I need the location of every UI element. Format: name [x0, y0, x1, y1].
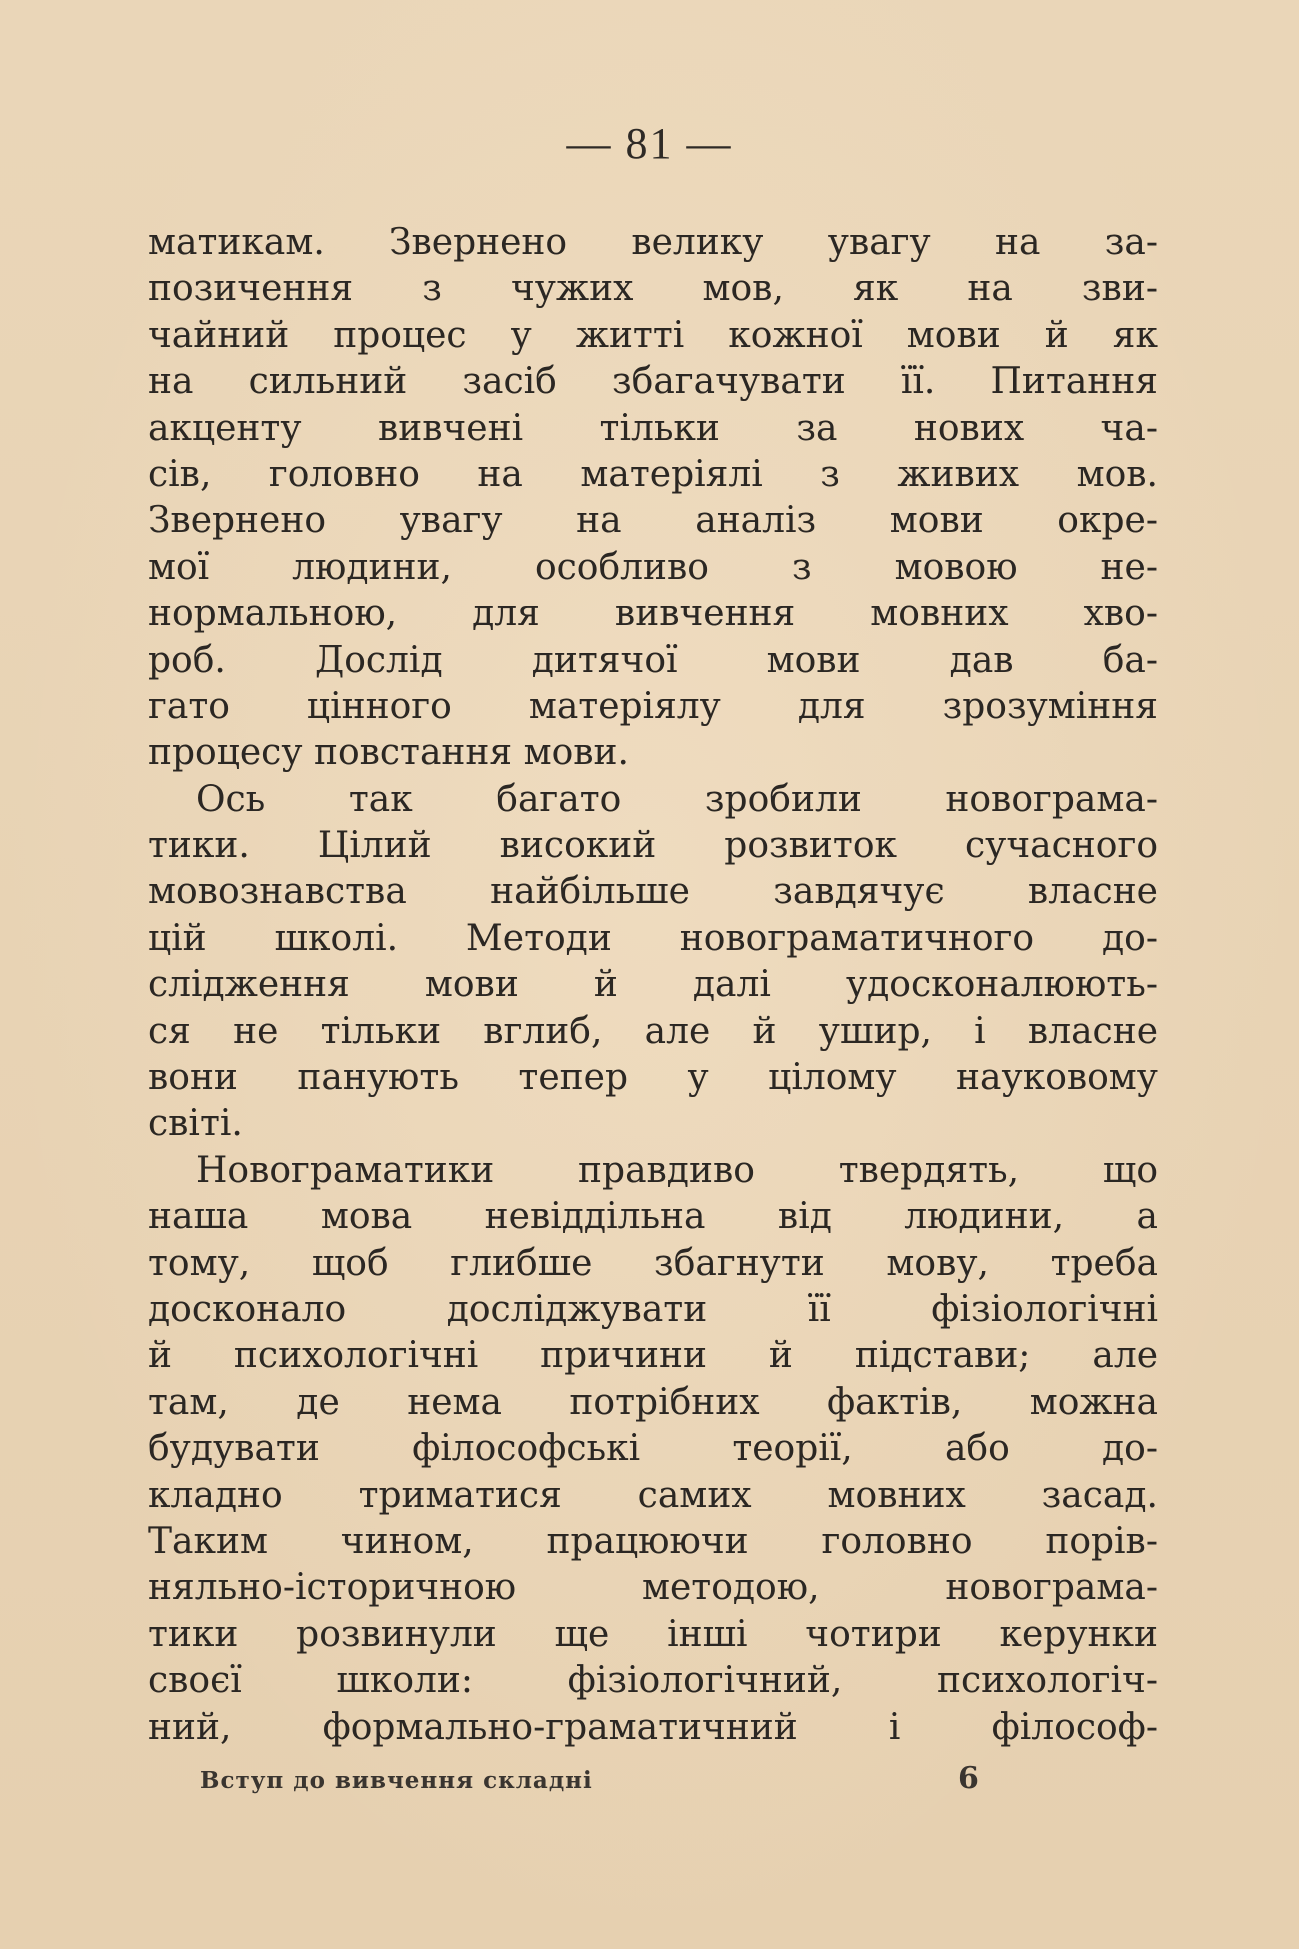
- text-line: вони панують тепер у цілому науковому: [148, 1057, 1158, 1099]
- text-line: Звернено увагу на аналіз мови окре-: [148, 500, 1158, 542]
- text-line: Новограматики правдиво твердять, що: [196, 1149, 1158, 1191]
- text-line: Таким чином, працюючи головно порів-: [148, 1520, 1158, 1562]
- text-line: досконало досліджувати її фізіологічні: [148, 1288, 1158, 1330]
- text-line: позичення з чужих мов, як на зви-: [148, 268, 1158, 310]
- footer-book-title: Вступ до вивчення складні: [200, 1767, 593, 1794]
- text-line: ся не тільки вглиб, але й ушир, і власне: [148, 1010, 1158, 1052]
- text-line: няльно-історичною методою, новограма-: [148, 1567, 1158, 1609]
- text-line: сів, головно на матеріялі з живих мов.: [148, 453, 1158, 495]
- text-line: мовознавства найбільше завдячує власне: [148, 871, 1158, 913]
- text-line: чайний процес у житті кожної мови й як: [148, 314, 1158, 356]
- text-line: ний, формально-граматичний і філософ-: [148, 1706, 1158, 1748]
- text-line: тики розвинули ще інші чотири керунки: [148, 1613, 1158, 1655]
- text-line: гато цінного матеріялу для зрозуміння: [148, 685, 1158, 727]
- text-line: нормальною, для вивчення мовних хво-: [148, 593, 1158, 635]
- text-line: слідження мови й далі удосконалюють-: [148, 964, 1158, 1006]
- text-line: наша мова невіддільна від людини, а: [148, 1196, 1158, 1238]
- footer-signature-mark: 6: [958, 1761, 979, 1796]
- text-line: будувати філософські теорії, або до-: [148, 1428, 1158, 1470]
- text-line: акценту вивчені тільки за нових ча-: [148, 407, 1158, 449]
- text-line: процесу повстання мови.: [148, 732, 629, 774]
- text-line: матикам. Звернено велику увагу на за-: [148, 222, 1158, 263]
- text-line: світі.: [148, 1103, 243, 1145]
- text-line: кладно триматися самих мовних засад.: [148, 1474, 1158, 1516]
- text-line: на сильний засіб збагачувати її. Питання: [148, 361, 1158, 403]
- text-line: тому, щоб глибше збагнути мову, треба: [148, 1242, 1158, 1284]
- text-line: мої людини, особливо з мовою не-: [148, 546, 1158, 588]
- text-line: цій школі. Методи новограматичного до-: [148, 917, 1158, 959]
- text-line: тики. Цілий високий розвиток сучасного: [148, 825, 1158, 867]
- text-line: Ось так багато зробили новограма-: [196, 778, 1158, 820]
- body-text: [148, 220, 1158, 1751]
- text-line: й психологічні причини й підстави; але: [148, 1335, 1158, 1377]
- text-line: своєї школи: фізіологічний, психологіч-: [148, 1660, 1158, 1702]
- text-line: там, де нема потрібних фактів, можна: [148, 1381, 1158, 1423]
- page-number: — 81 —: [566, 119, 733, 168]
- text-line: роб. Дослід дитячої мови дав ба-: [148, 639, 1158, 681]
